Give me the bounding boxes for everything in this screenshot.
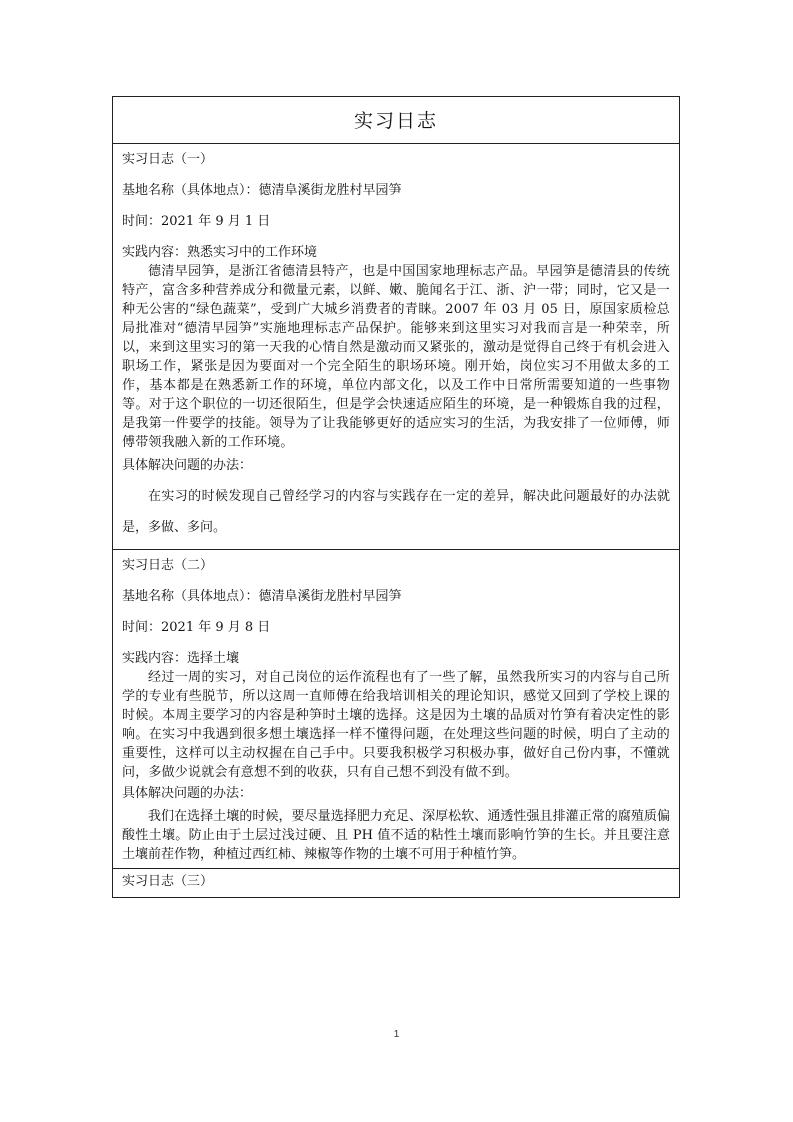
entry-heading: 实习日志（一） — [122, 152, 214, 167]
entry-solution-label: 具体解决问题的办法： — [122, 786, 253, 801]
entry-solution-label: 具体解决问题的办法： — [122, 458, 253, 473]
log-entry-2 — [113, 550, 680, 869]
entry-solution: 在实习的时候发现自己曾经学习的内容与实践存在一定的差异，解决此问题最好的办法就是，多做、多问。 — [122, 489, 670, 535]
entry-content-label: 实践内容：熟悉实习中的工作环境 — [122, 245, 318, 260]
entry-heading: 实习日志（三） — [122, 874, 214, 889]
entry-content-label: 实践内容：选择土壤 — [122, 651, 240, 666]
entry-body: 德清早园笋，是浙江省德清县特产，也是中国国家地理标志产品。早园笋是德清县的传统特产，富含多种营养成分和微量元素，以鲜、嫩、脆闻名于江、浙、沪一带；同时，它又是一种无公害的“绿色蔬菜”，受到广大城乡消费者的青睐。2007 年 03 月 05 日，原国家质检总局批准对“德清早园笋”实施地理标志产品保护。能够来到这里实习对我而言是一种荣幸，所以，来到这里实习的第一天我的心情自然是激动而又紧张的，激动是觉得自己终于有机会进入职场工作，紧张是因为要面对一个完全陌生的职场环境。刚开始，岗位实习不用做太多的工作，基本都是在熟悉新工作的环境，单位内部文化，以及工作中日常所需要知道的一些事物等。对于这个职位的一切还很陌生，但是学会快速适应陌生的环境，是一种锻炼自我的过程，是我第一件要学的技能。领导为了让我能够更好的适应实习的生活，为我安排了一位师傅，师傅带领我融入新的工作环境。 — [122, 264, 670, 450]
entry-heading: 实习日志（二） — [122, 558, 214, 573]
entry-body: 经过一周的实习，对自己岗位的运作流程也有了一些了解，虽然我所实习的内容与自己所学的专业有些脱节，所以这周一直师傅在给我培训相关的理论知识，感觉又回到了学校上课的时候。本周主要学习的内容是种笋时土壤的选择。这是因为土壤的品质对竹笋有着决定性的影响。在实习中我遇到很多想土壤选择一样不懂得问题，在处理这些问题的时候，明白了主动的重要性，这样可以主动权握在自己手中。只要我积极学习积极办事，做好自己份内事，不懂就问，多做少说就会有意想不到的收获，只有自己想不到没有做不到。 — [122, 670, 670, 780]
log-entry-3 — [113, 869, 680, 898]
page-title: 实习日志 — [113, 97, 680, 144]
entry-time: 时间：2021 年 9 月 8 日 — [122, 620, 271, 635]
entry-base-name: 基地名称（具体地点）：德清阜溪街龙胜村早园笋 — [122, 183, 402, 198]
internship-log-table — [112, 96, 680, 898]
page-number: 1 — [393, 1029, 400, 1040]
entry-time: 时间：2021 年 9 月 1 日 — [122, 214, 271, 229]
entry-base-name: 基地名称（具体地点）：德清阜溪街龙胜村早园笋 — [122, 589, 402, 604]
log-entry-1 — [113, 144, 680, 550]
entry-solution: 我们在选择土壤的时候，要尽量选择肥力充足、深厚松软、通透性强且排灌正常的腐殖质偏酸性土壤。防止由于土层过浅过硬、且 PH 值不适的粘性土壤而影响竹笋的生长。并且要注意土壤前茬作物，种植过西红柿、辣椒等作物的土壤不可用于种植竹笋。 — [122, 809, 670, 862]
